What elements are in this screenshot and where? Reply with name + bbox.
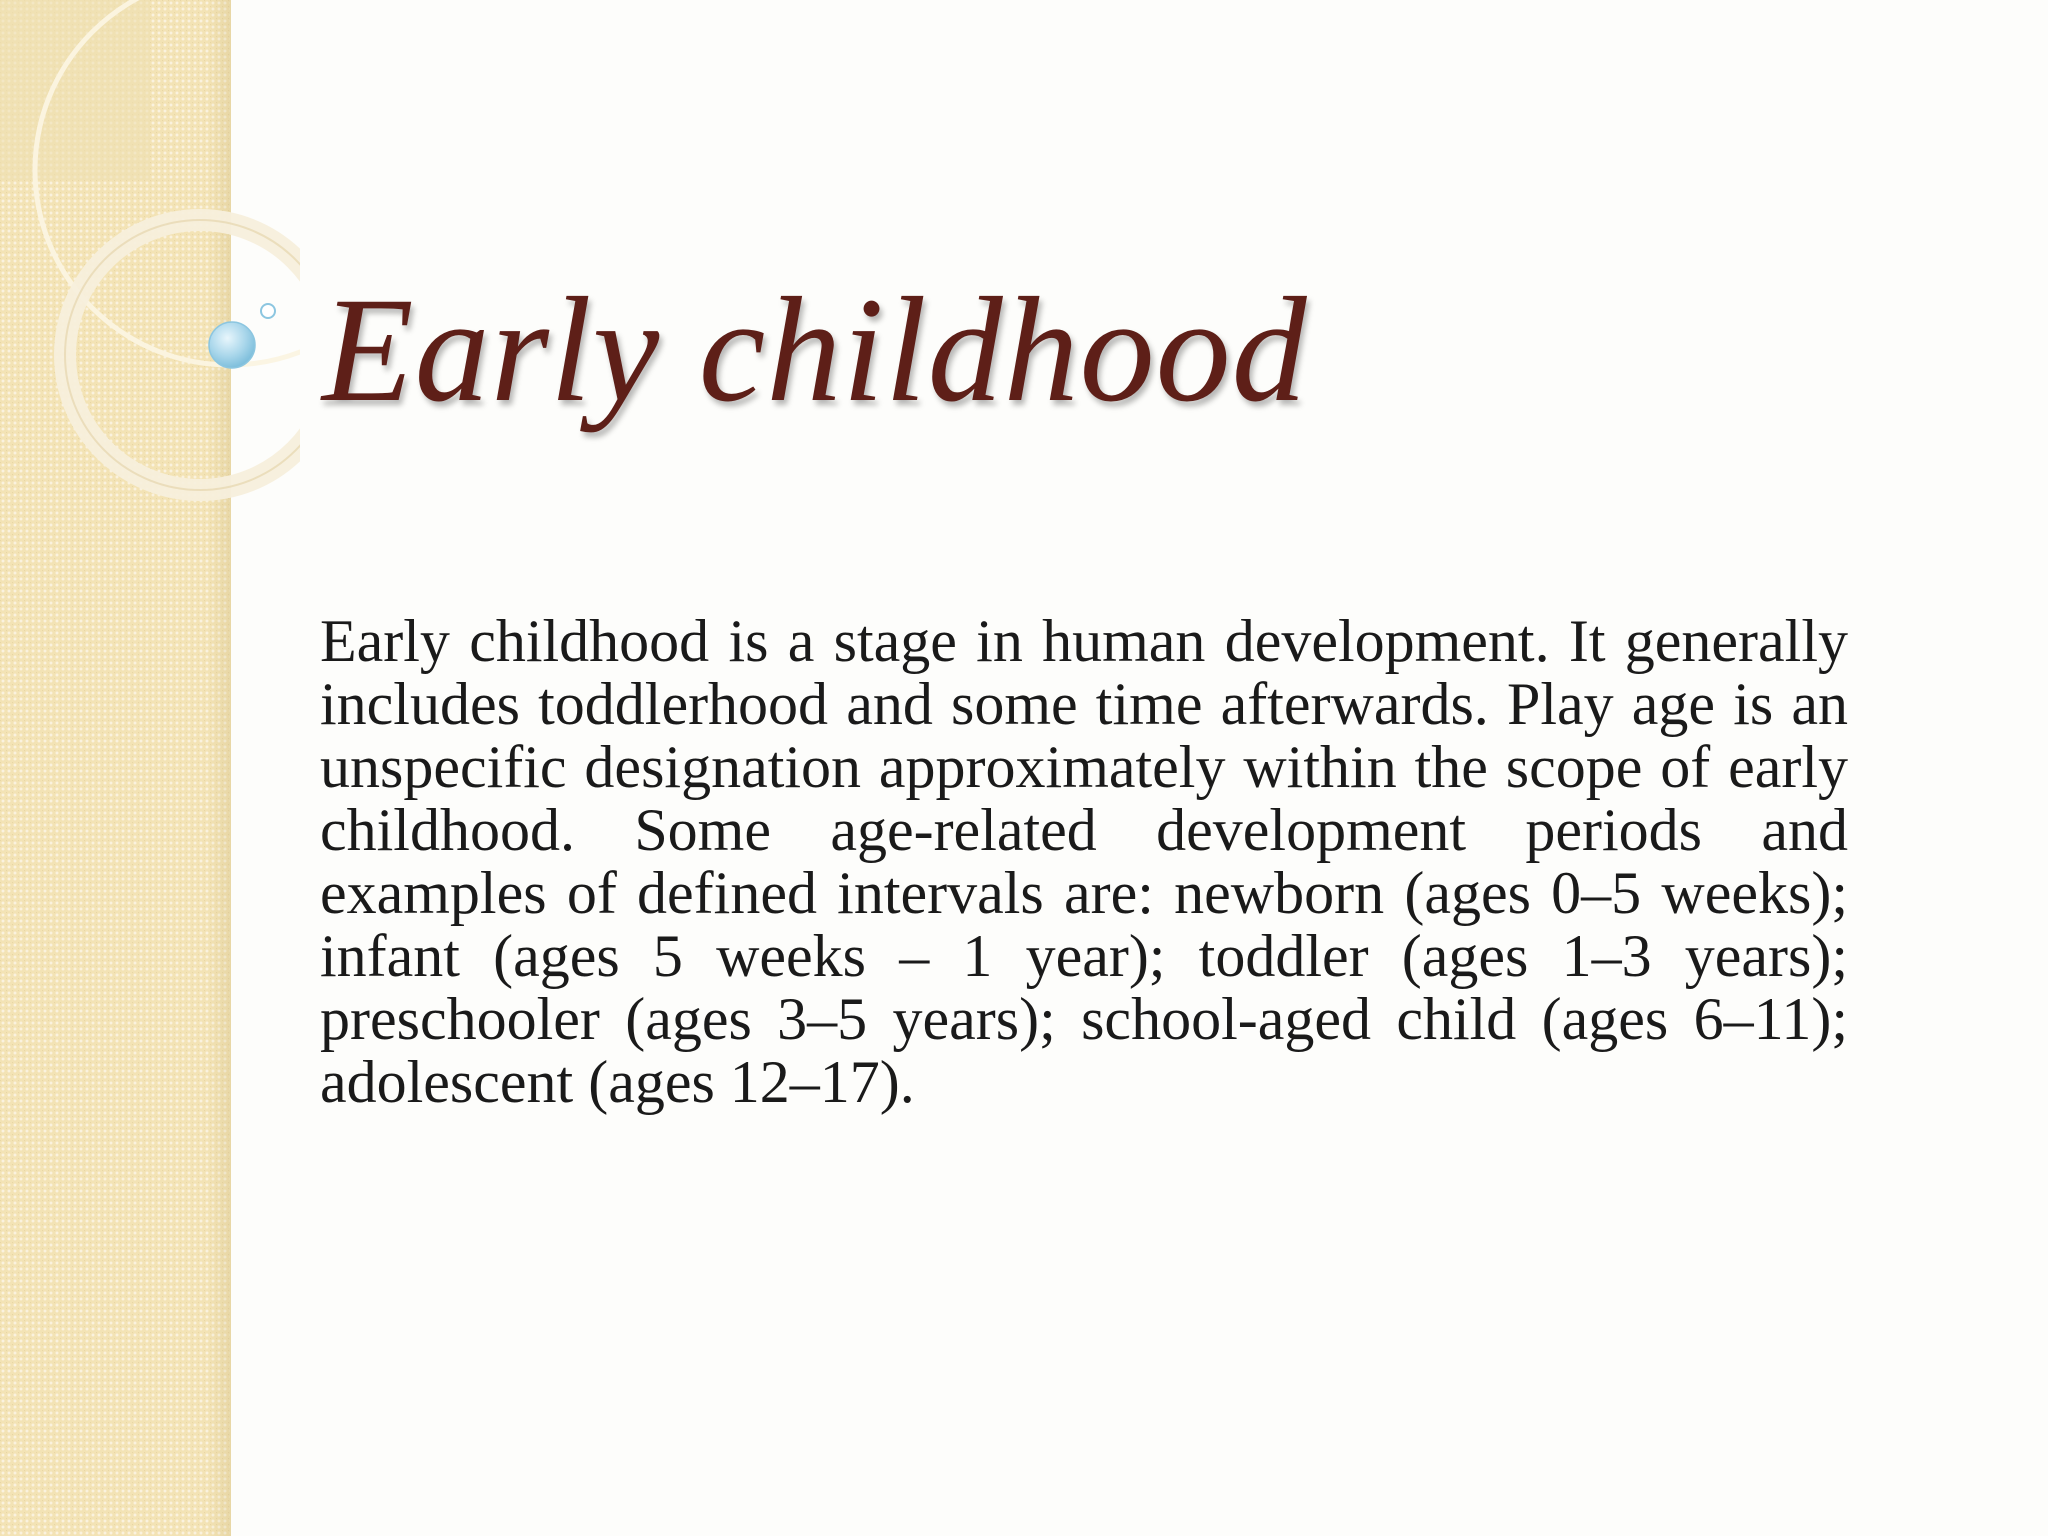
top-block-shape	[0, 0, 150, 180]
small-bubble-icon	[261, 304, 275, 318]
thick-ring	[65, 220, 300, 490]
decorative-rings	[0, 0, 300, 520]
slide-title: Early childhood	[322, 267, 1308, 433]
slide-body-text: Early childhood is a stage in human development. It generally includes toddlerhood and some time afterwards. Play age is an unspecific designation approximately within the scope of early childhood. Some age-related development periods and examples of defined intervals are: newborn (ages 0–5 weeks); infant (ages 5 weeks – 1 year); toddler (ages 1–3 years); preschooler (ages 3–5 years); school-aged child (ages 6–11); adolescent (ages 12–17).	[320, 608, 1848, 1115]
blue-bubble-icon	[209, 322, 255, 368]
